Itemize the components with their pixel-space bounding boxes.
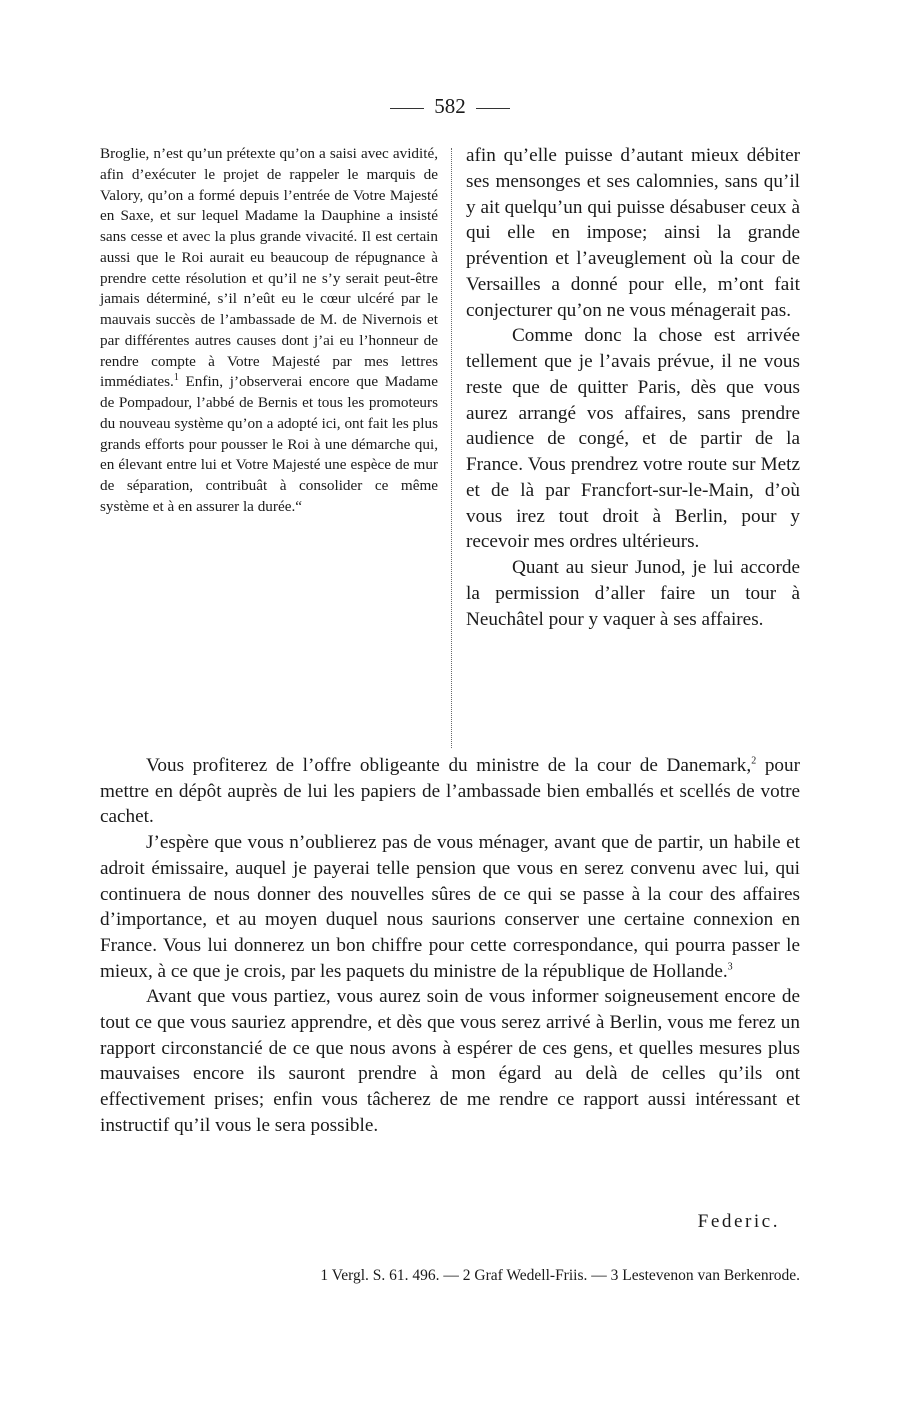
body-text: J’espère que vous n’oublierez pas de vous ménager, avant que de partir, un habile et adroit émissaire, auquel je payerai telle pension que vous en serez convenu avec lui, qui continuera de nous donner des nouvelles sûres de ce qui se passe à la cour des affaires d’importance, et au moyen duquel nous saurions conserver une certaine connexion en France. Vous lui donnerez un bon chiffre pour cette correspondance, qui pourra passer le mieux, à ce que je crois, par les paquets du ministre de la république de Hollande. bbox=[100, 832, 800, 982]
footnote-ref-1: 1 bbox=[173, 372, 179, 384]
footnote-ref-3: 3 bbox=[727, 961, 733, 973]
right-paragraph: afin qu’elle puisse d’autant mieux débiter ses mensonges et ses calomnies, sans qu’il y ait quelqu’un qui puisse désabuser ceux à qui elle en impose; ainsi la grande prévention et l’aveuglement où la cour de Versailles a donné pour elle, m’ont fait conjecturer qu’on ne vous ménagerait pas. bbox=[466, 145, 800, 321]
column-divider bbox=[451, 148, 452, 748]
body-paragraph: Avant que vous partiez, vous aurez soin de vous informer soigneusement encore de tout ce que vous sauriez apprendre, et dès que vous serez arrivé à Berlin, vous me ferez un rapport circonstancié de ce que nous avons à espérer de ces gens, et quelles mesures plus mauvaises encore ils sauront prendre à mon égard au delà de celles qu’ils ont effectivement prises; enfin vous tâcherez de me rendre ce rapport aussi intéressant et instructif qu’il vous le sera possible. bbox=[100, 986, 800, 1136]
left-column bbox=[100, 144, 438, 518]
page-header bbox=[0, 94, 900, 119]
footnotes: 1 Vergl. S. 61. 496. — 2 Graf Wedell-Friis. — 3 Lestevenon van Berkenrode. bbox=[320, 1267, 800, 1284]
left-column-text-part2: Enfin, j’observerai encore que Madame de Pompadour, l’abbé de Bernis et tous les promoteurs du nouveau système qu’on a adopté ici, ont fait les plus grands efforts pour pousser le Roi à une démarche qui, en élevant entre lui et Votre Majesté une espèce de mur de séparation, contribuât à consolider ce même système et à en assurer la durée.“ bbox=[100, 373, 438, 515]
signature: Federic. bbox=[697, 1211, 780, 1232]
left-column-text bbox=[100, 144, 438, 518]
right-column bbox=[466, 143, 800, 632]
left-column-text-part1: Broglie, n’est qu’un prétexte qu’on a saisi avec avidité, afin d’exécuter le projet de rappeler le marquis de Valory, qu’on a formé depuis l’entrée de Votre Majesté en Saxe, et sur lequel Madame la Dauphine a insisté sans cesse et avec la plus grande vivacité. Il est certain aussi que le Roi aurait eu beaucoup de répugnance à prendre cette résolution et qu’il ne s’y serait peut-être jamais déterminé, s’il n’eût eu le cœur ulcéré par le mauvais succès de l’ambassade de M. de Nivernois et par différentes autres causes dont j’ai eu l’honneur de rendre compte à Votre Majesté par mes lettres immédiates. bbox=[100, 145, 438, 391]
header-rule-left bbox=[390, 108, 424, 109]
body-paragraph bbox=[100, 830, 800, 984]
page-number: 582 bbox=[434, 94, 466, 118]
letter-body bbox=[100, 753, 800, 1139]
header-rule-right bbox=[476, 108, 510, 109]
right-paragraph: Comme donc la chose est arrivée tellement que je l’avais prévue, il ne vous reste que de quitter Paris, dès que vous aurez arrangé vos affaires, sans prendre audience de congé, et de partir de la France. Vous prendrez votre route sur Metz et de là par Francfort-sur-le-Main, d’où vous irez tout droit à Berlin, pour y recevoir mes ordres ultérieurs. bbox=[466, 325, 800, 553]
body-text: pour mettre en dépôt auprès de lui les papiers de l’ambassade bien emballés et scellés de votre cachet. bbox=[100, 755, 800, 828]
body-text: Vous profiterez de l’offre obligeante du ministre de la cour de Danemark, bbox=[146, 755, 752, 776]
footnote-ref-2: 2 bbox=[751, 755, 757, 767]
body-paragraph bbox=[100, 753, 800, 830]
right-paragraph: Quant au sieur Junod, je lui accorde la permission d’aller faire un tour à Neuchâtel pour y vaquer à ses affaires. bbox=[466, 557, 800, 630]
